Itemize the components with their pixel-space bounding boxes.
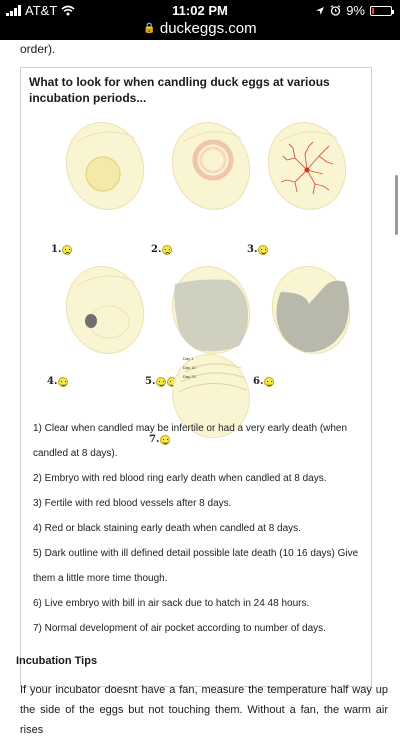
egg-label-6: 6. xyxy=(253,376,274,387)
egg-image-2 xyxy=(169,120,257,215)
lock-icon: 🔒 xyxy=(143,23,156,34)
egg-image-6 xyxy=(269,264,357,359)
previous-paragraph-end: order). xyxy=(20,42,56,56)
egg-label-4: 4. xyxy=(47,376,68,387)
happy-face-icon xyxy=(258,245,268,255)
egg-label-1: 1. xyxy=(51,244,72,255)
egg-label-7: 7. xyxy=(149,434,170,445)
candling-guide-card xyxy=(20,67,372,687)
egg-label-3: 3. xyxy=(247,244,268,255)
egg-image-3 xyxy=(265,120,353,215)
sad-face-icon xyxy=(162,245,172,255)
day-labels: Day 1 Day 10 Day 20 xyxy=(183,356,196,379)
list-item: 1) Clear when candled may be infertile or had a very early death (when candled at 8 days). xyxy=(33,423,348,459)
egg-label-5: 5. xyxy=(145,376,177,387)
list-item: 6) Live embryo with bill in air sack due to hatch in 24 48 hours. xyxy=(33,598,310,609)
candling-results-list xyxy=(33,416,369,641)
page-content xyxy=(0,40,400,736)
list-item: 4) Red or black staining early death when candled at 8 days. xyxy=(33,523,301,534)
list-item: 5) Dark outline with ill defined detail possible late death (10 16 days) Give them a little more time though. xyxy=(33,548,359,584)
battery-percent: 9% xyxy=(346,3,365,18)
incubation-tips-text: If your incubator doesnt have a fan, measure the temperature half way up the side of the eggs but not touching them. Without a fan, the warm air rises xyxy=(20,684,388,736)
incubation-tips-heading: Incubation Tips xyxy=(16,655,98,667)
location-arrow-icon xyxy=(315,6,325,16)
status-bar xyxy=(0,0,400,20)
list-item: 3) Fertile with red blood vessels after 8 days. xyxy=(33,498,232,509)
status-time: 11:02 PM xyxy=(172,3,228,18)
scrollbar[interactable] xyxy=(395,175,398,235)
egg-image-4 xyxy=(63,264,151,359)
carrier-label: AT&T xyxy=(25,3,58,18)
sad-face-icon xyxy=(62,245,72,255)
card-title: What to look for when candling duck eggs at various incubation periods... xyxy=(29,75,330,105)
list-item: 2) Embryo with red blood ring early death when candled at 8 days. xyxy=(33,473,327,484)
battery-icon xyxy=(370,6,392,16)
happy-face-icon xyxy=(58,377,68,387)
list-item: 7) Normal development of air pocket according to number of days. xyxy=(33,623,326,634)
url-bar[interactable] xyxy=(0,20,400,40)
egg-image-1 xyxy=(63,120,151,215)
url-text: duckeggs.com xyxy=(159,20,257,37)
status-right xyxy=(315,3,392,18)
egg-image-5 xyxy=(169,264,257,359)
happy-face-icon xyxy=(156,377,166,387)
happy-face-icon xyxy=(264,377,274,387)
egg-label-2: 2. xyxy=(151,244,172,255)
alarm-icon xyxy=(330,5,341,16)
